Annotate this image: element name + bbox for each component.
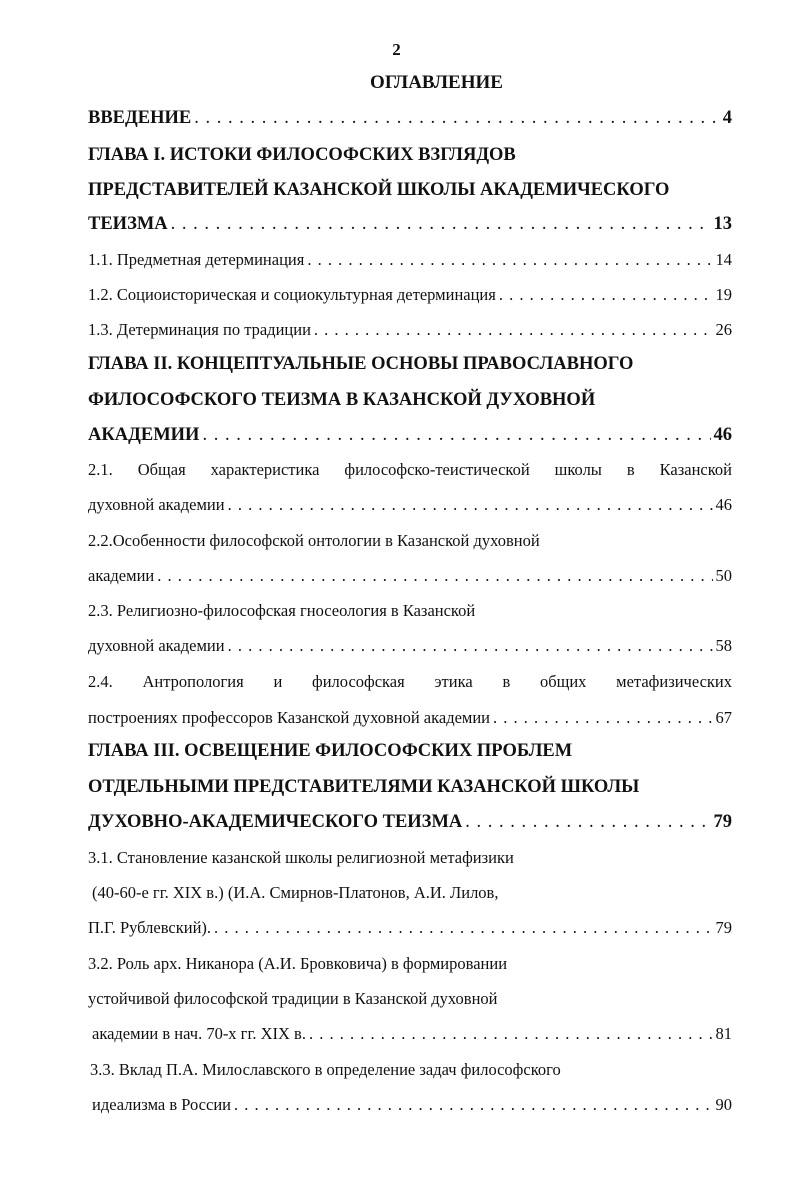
toc-entry-text: ВВЕДЕНИЕ — [88, 108, 192, 128]
toc-entry-text: 3.2. Роль арх. Никанора (А.И. Бровковича) в формировании — [88, 954, 508, 973]
toc-entry-text: 1.1. Предметная детерминация — [88, 250, 305, 269]
toc-entry-chapter-3-line-1 — [88, 741, 732, 762]
toc-entry-2-4-line-1 — [88, 672, 732, 692]
toc-entry-3-1-line-3 — [88, 918, 732, 938]
toc-entry-page: 26 — [715, 320, 732, 339]
toc-entry-1-3 — [88, 320, 732, 340]
toc-entry-2-2-line-1 — [88, 531, 732, 551]
toc-entry-3-1-line-1 — [88, 848, 732, 868]
toc-entry-3-2-line-2 — [88, 989, 732, 1009]
toc-entry-chapter-2-line-1 — [88, 354, 732, 375]
leader-dots — [214, 918, 712, 938]
toc-entry-3-3-line-1 — [90, 1060, 640, 1080]
toc-entry-2-1-line-2 — [88, 495, 732, 515]
toc-entry-page: 58 — [715, 636, 732, 655]
toc-entry-text: 2.3. Религиозно-философская гносеология в Казанской — [88, 601, 476, 620]
toc-entry-text: построениях профессоров Казанской духовной академии — [88, 708, 491, 727]
leader-dots — [171, 214, 711, 235]
toc-entry-chapter-1-line-1 — [88, 145, 732, 166]
toc-entry-text: 3.3. Вклад П.А. Милославского в определение задач философского — [90, 1060, 561, 1079]
toc-entry-text: ФИЛОСОФСКОГО ТЕИЗМА В КАЗАНСКОЙ ДУХОВНОЙ — [88, 390, 596, 410]
toc-entry-chapter-2-line-3 — [88, 425, 732, 446]
leader-dots — [234, 1095, 713, 1115]
toc-entry-3-1-line-2 — [92, 883, 736, 903]
toc-entry-2-3-line-1 — [88, 601, 732, 621]
toc-entry-1-2 — [88, 285, 732, 305]
toc-entry-text: ГЛАВА I. ИСТОКИ ФИЛОСОФСКИХ ВЗГЛЯДОВ — [88, 145, 516, 165]
toc-entry-text: 2.2.Особенности философской онтологии в Казанской духовной — [88, 531, 540, 550]
toc-entry-2-2-line-2 — [88, 566, 732, 586]
toc-entry-page: 4 — [722, 108, 732, 128]
toc-entry-page: 67 — [715, 708, 732, 727]
leader-dots — [228, 495, 713, 515]
toc-entry-text: духовной академии — [88, 636, 225, 655]
toc-entry-page: 81 — [715, 1024, 732, 1043]
toc-entry-3-2-line-1 — [88, 954, 732, 974]
toc-entry-text: идеализма в России — [92, 1095, 231, 1114]
toc-entry-page: 46 — [715, 495, 732, 514]
leader-dots — [194, 108, 720, 129]
toc-entry-text: ОТДЕЛЬНЫМИ ПРЕДСТАВИТЕЛЯМИ КАЗАНСКОЙ ШКОЛЫ — [88, 777, 640, 797]
toc-entry-text: академии в нач. 70-х гг. XIX в. — [92, 1024, 306, 1043]
toc-entry-chapter-1-line-3 — [88, 214, 732, 235]
leader-dots — [307, 250, 712, 270]
toc-entry-text: ПРЕДСТАВИТЕЛЕЙ КАЗАНСКОЙ ШКОЛЫ АКАДЕМИЧЕСКОГО — [88, 180, 670, 200]
toc-entry-text: ГЛАВА III. ОСВЕЩЕНИЕ ФИЛОСОФСКИХ ПРОБЛЕМ — [88, 741, 573, 761]
toc-entry-3-2-line-3 — [92, 1024, 732, 1044]
toc-entry-2-3-line-2 — [88, 636, 732, 656]
toc-entry-page: 50 — [715, 566, 732, 585]
toc-entry-text: академии — [88, 566, 155, 585]
toc-entry-introduction — [88, 108, 732, 129]
leader-dots — [314, 320, 713, 340]
toc-entry-page: 13 — [713, 214, 732, 234]
toc-entry-chapter-1-line-2 — [88, 180, 732, 201]
toc-entry-chapter-2-line-2 — [88, 390, 732, 411]
toc-entry-text: АКАДЕМИИ — [88, 425, 200, 445]
toc-entry-text: духовной академии — [88, 495, 225, 514]
leader-dots — [499, 285, 713, 305]
toc-entry-page: 19 — [715, 285, 732, 304]
leader-dots — [493, 708, 712, 728]
toc-entry-3-3-line-2 — [92, 1095, 732, 1115]
toc-entry-text: 1.3. Детерминация по традиции — [88, 320, 311, 339]
toc-entry-page: 79 — [713, 812, 732, 832]
toc-entry-chapter-3-line-2 — [88, 777, 732, 798]
leader-dots — [202, 425, 710, 446]
leader-dots — [157, 566, 712, 586]
toc-entry-text: ГЛАВА II. КОНЦЕПТУАЛЬНЫЕ ОСНОВЫ ПРАВОСЛАВНОГО — [88, 354, 634, 374]
page-number: 2 — [392, 40, 401, 59]
toc-entry-text: 3.1. Становление казанской школы религиозной метафизики — [88, 848, 514, 867]
toc-entry-2-1-line-1 — [88, 460, 732, 480]
toc-title: ОГЛАВЛЕНИЕ — [370, 72, 503, 93]
leader-dots — [465, 812, 710, 833]
toc-entry-2-4-line-2 — [88, 708, 732, 728]
toc-entry-text: 2.1. Общая характеристика философско-теистической школы в Казанской — [88, 460, 732, 479]
toc-entry-text: устойчивой философской традиции в Казанской духовной — [88, 989, 498, 1008]
leader-dots — [228, 636, 713, 656]
toc-entry-text: П.Г. Рублевский). — [88, 918, 212, 937]
toc-entry-chapter-3-line-3 — [88, 812, 732, 833]
toc-entry-page: 14 — [715, 250, 732, 269]
toc-entry-page: 46 — [713, 425, 732, 445]
toc-entry-text: 1.2. Социоисторическая и социокультурная детерминация — [88, 285, 496, 304]
leader-dots — [309, 1024, 713, 1044]
toc-entry-page: 90 — [715, 1095, 732, 1114]
toc-entry-1-1 — [88, 250, 732, 270]
toc-entry-text: ТЕИЗМА — [88, 214, 168, 234]
toc-entry-text: 2.4. Антропология и философская этика в общих метафизических — [88, 672, 732, 691]
toc-entry-text: (40-60-е гг. XIX в.) (И.А. Смирнов-Платонов, А.И. Лилов, — [92, 883, 499, 902]
toc-entry-text: ДУХОВНО-АКАДЕМИЧЕСКОГО ТЕИЗМА — [88, 812, 463, 832]
toc-entry-page: 79 — [715, 918, 732, 937]
